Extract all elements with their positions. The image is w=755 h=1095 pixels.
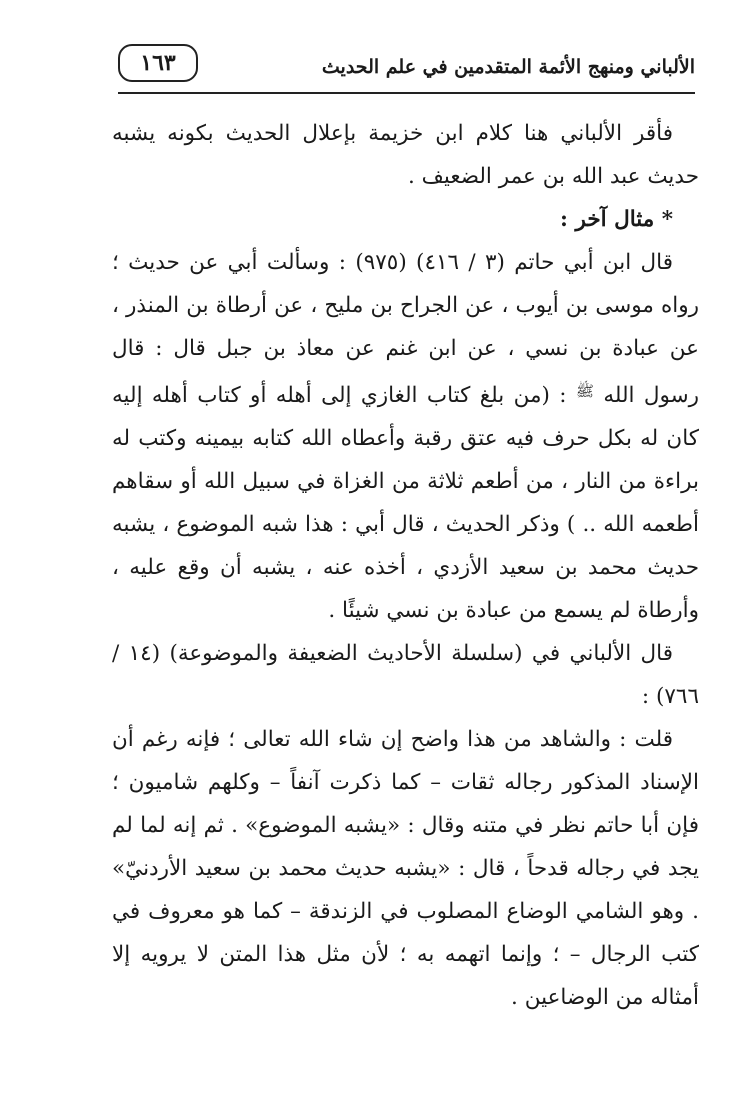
paragraph-3: قال الألباني في (سلسلة الأحاديث الضعيفة والموضوعة) (١٤ / ٧٦٦) : [112, 641, 699, 709]
page-body [112, 112, 699, 1019]
honorific-symbol: ﷺ [575, 382, 594, 400]
paragraph-4: قلت : والشاهد من هذا واضح إن شاء الله تعالى ؛ فإنه رغم أن الإسناد المذكور رجاله ثقات – كما ذكرت آنفاً – وكلهم شاميون ؛ فإن أبا حاتم نظر في متنه وقال : «يشبه الموضوع» . ثم إنه لما لم يجد في رجاله قدحاً ، قال : «يشبه حديث محمد بن سعيد الأردنيّ» . وهو الشامي الوضاع المصلوب في الزندقة – كما هو معروف في كتب الرجال – ؛ وإنما اتهمه به ؛ لأن مثل هذا المتن لا يرويه إلا أمثاله من الوضاعين . [112, 727, 699, 1010]
paragraph-2-start: قال ابن أبي حاتم (٣ / ٤١٦) (٩٧٥) : وسألت أبي عن حديث ؛ رواه موسى بن أيوب ، عن الجراح بن مليح ، عن أرطاة بن المنذر ، عن عبادة بن نسي ، عن ابن غنم عن معاذ بن جبل قال : قال رسول الله [112, 250, 699, 408]
page-number: ١٦٣ [118, 44, 198, 82]
running-title: الألباني ومنهج الأئمة المتقدمين في علم الحديث [321, 56, 695, 78]
paragraph-2-end: : (من بلغ كتاب الغازي إلى أهله أو كتاب أهله إليه كان له بكل حرف فيه عتق رقبة وأعطاه الله كتابه بيمينه وكتب له براءة من النار ، من أطعم ثلاثة من الغزاة في سبيل الله أو سقاهم أطعمه الله .. ) وذكر الحديث ، قال أبي : هذا شبه الموضوع ، يشبه حديث محمد بن سعيد الأزدي ، أخذه عنه ، يشبه أن وقع عليه ، وأرطاة لم يسمع من عبادة بن نسي شيئًا . [112, 383, 699, 623]
section-heading: * مثال آخر : [560, 207, 673, 232]
page-header [118, 40, 695, 92]
paragraph-2 [112, 241, 699, 632]
header-divider [118, 92, 695, 94]
paragraph-1: فأقر الألباني هنا كلام ابن خزيمة بإعلال الحديث بكونه يشبه حديث عبد الله بن عمر الضعيف . [112, 121, 699, 189]
